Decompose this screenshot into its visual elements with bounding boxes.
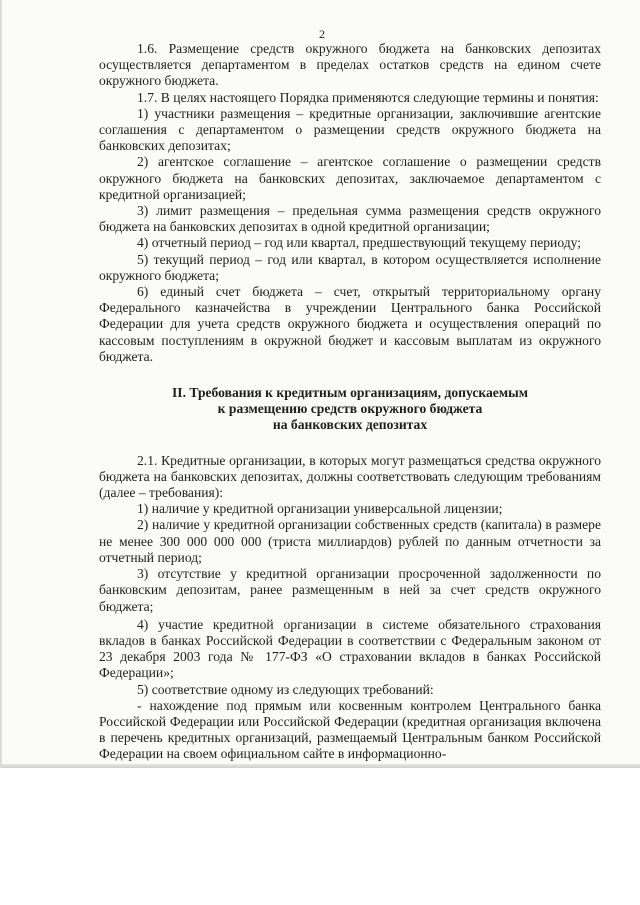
requirement-state-control: - нахождение под прямым или косвенным контролем Центрального банка Российской Федерации или Российской Федерации (кредитная организация включена в перечень кредитных организаций, размещаемый Центральным банком Российской Федерации на своем официальном сайте в информационно-	[99, 697, 601, 762]
term-single-account: 6) единый счет бюджета – счет, открытый территориальному органу Федерального казначейства в учреждении Центрального банка Российской Федерации для учета средств окружного бюджета и осуществления операций по кассовым поступлениям в окружной бюджет и кассовым выплатам из окружного бюджета.	[99, 284, 601, 364]
term-agency-agreement: 2) агентское соглашение – агентское соглашение о размещении средств окружного бюджета на банковских депозитах, заключаемое департаментом с кредитной организацией;	[99, 154, 601, 202]
term-current-period: 5) текущий период – год или квартал, в котором осуществляется исполнение окружного бюджета;	[99, 251, 601, 283]
paragraph-2-1: 2.1. Кредитные организации, в которых могут размещаться средства окружного бюджета на банковских депозитах, должны соответствовать следующим требованиям (далее – требования):	[99, 452, 601, 501]
requirement-license: 1) наличие у кредитной организации универсальной лицензии;	[137, 501, 503, 517]
requirement-deposit-insurance: 4) участие кредитной организации в системе обязательного страхования вкладов в банках Российской Федерации в соответствии с Федеральным законом от 23 декабря 2003 года № 177-ФЗ «О страховании вкладов в банках Российской Федерации»;	[99, 616, 601, 681]
requirement-no-overdue: 3) отсутствие у кредитной организации просроченной задолженности по банковским депозитам, ранее размещенным в ней за счет средств окружного бюджета;	[99, 566, 601, 614]
section-heading-line-1: II. Требования к кредитным организациям, допускаемым	[172, 385, 528, 401]
term-participants: 1) участники размещения – кредитные организации, заключившие агентские соглашения с департаментом о размещении средств окружного бюджета на банковских депозитах;	[99, 105, 601, 154]
section-heading-line-2: к размещению средств окружного бюджета	[217, 401, 483, 417]
section-heading	[99, 385, 601, 434]
term-reporting-period: 4) отчетный период – год или квартал, предшествующий текущему периоду;	[137, 235, 582, 251]
requirement-compliance: 5) соответствие одному из следующих требований:	[137, 681, 434, 697]
term-placement-limit: 3) лимит размещения – предельная сумма размещения средств окружного бюджета на банковских депозитах в одной кредитной организации;	[99, 203, 601, 235]
document-body	[99, 41, 601, 763]
requirement-capital: 2) наличие у кредитной организации собственных средств (капитала) в размере не менее 300 000 000 000 (триста миллиардов) рублей по данным отчетности за отчетный период;	[99, 517, 601, 565]
paragraph-1-6: 1.6. Размещение средств окружного бюджета на банковских депозитах осуществляется департаментом в пределах остатков средств на едином счете окружного бюджета.	[99, 41, 601, 89]
page-number: 2	[319, 27, 325, 41]
paragraph-1-7: 1.7. В целях настоящего Порядка применяются следующие термины и понятия:	[137, 89, 599, 105]
section-heading-line-3: на банковских депозитах	[272, 417, 428, 433]
